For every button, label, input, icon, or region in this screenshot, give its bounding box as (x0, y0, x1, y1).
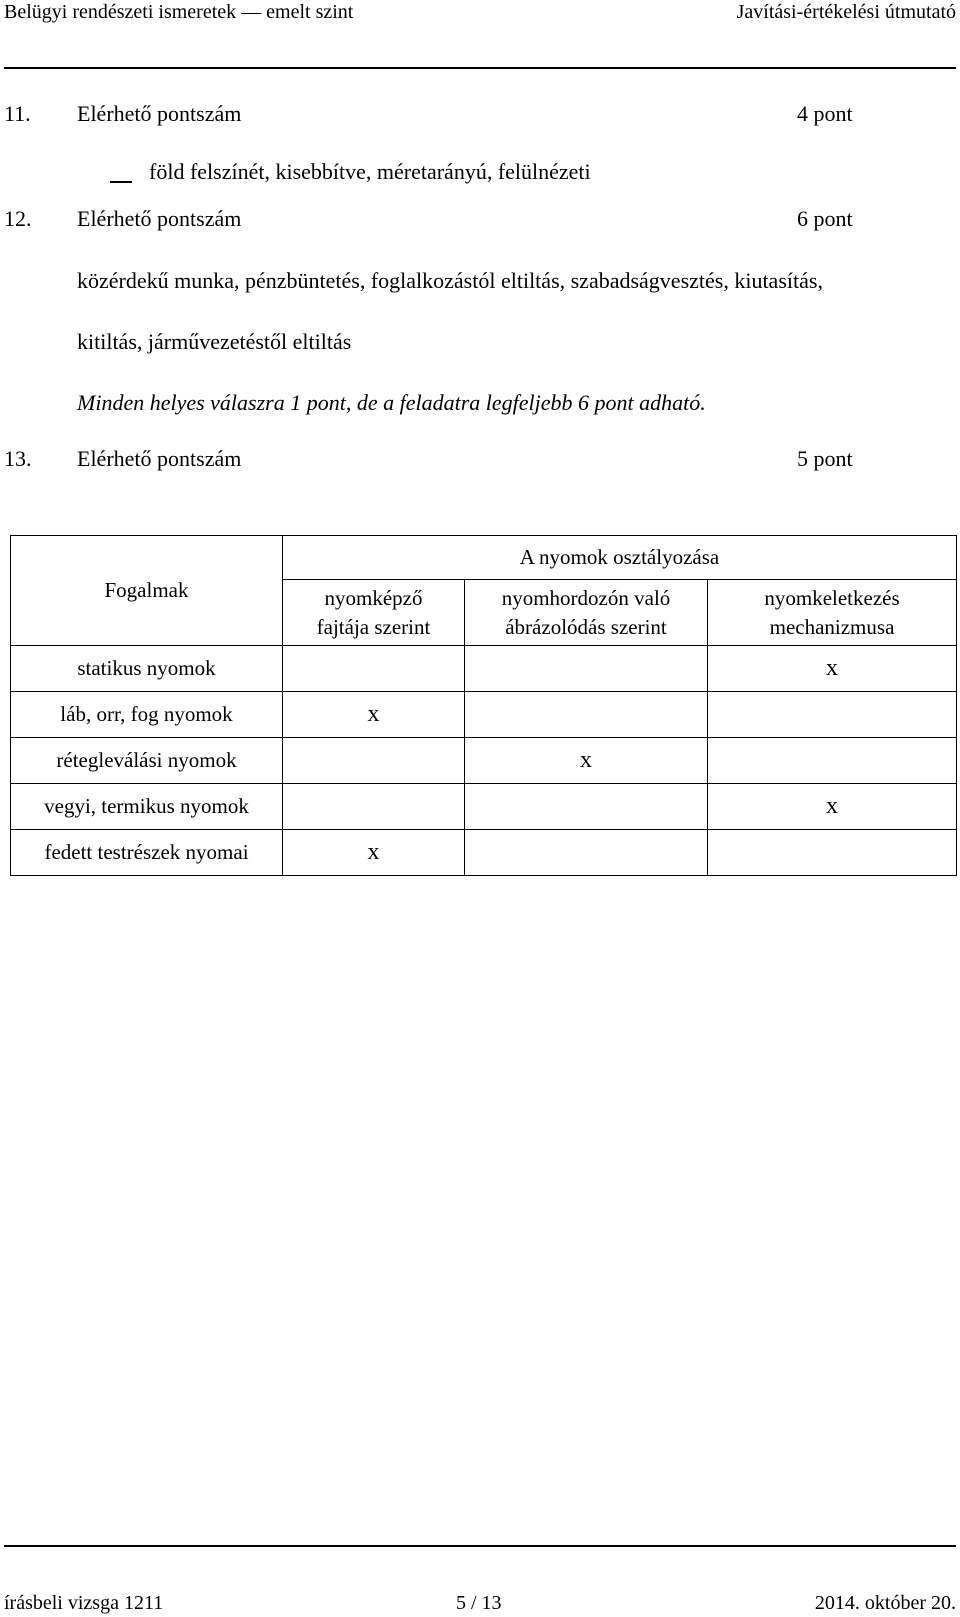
column-header-line: ábrázolódás szerint (505, 614, 667, 639)
q12-answer-line1: közérdekű munka, pénzbüntetés, foglalkozástól eltiltás, szabadságvesztés, kiutasítás, (77, 268, 823, 293)
row-mark: x (708, 784, 957, 830)
q12-number: 12. (4, 206, 32, 231)
q12-points: 6 pont (797, 206, 853, 231)
q12-answer-line2: kitiltás, járművezetéstől eltiltás (77, 329, 352, 354)
footer-left: írásbeli vizsga 1211 (4, 1592, 164, 1614)
column-header-line: nyomképző (324, 586, 423, 611)
q11-label: Elérhető pontszám (77, 101, 242, 126)
q11-answer: föld felszínét, kisebbítve, méretarányú, felülnézeti (149, 159, 591, 184)
table-row (11, 830, 957, 876)
table-row (11, 692, 957, 738)
row-mark (283, 784, 465, 830)
q13-number: 13. (4, 446, 32, 471)
row-mark (283, 646, 465, 692)
column-header-line: fajtája szerint (316, 614, 431, 639)
row-mark: x (708, 646, 957, 692)
footer-page-number: 5 / 13 (456, 1592, 502, 1614)
q11-number: 11. (4, 101, 31, 126)
column-header-trace-maker (283, 580, 465, 646)
row-mark (708, 692, 957, 738)
q12-label: Elérhető pontszám (77, 206, 242, 231)
row-mark: x (283, 830, 465, 876)
row-mark (465, 784, 708, 830)
row-concept: láb, orr, fog nyomok (11, 692, 283, 738)
row-mark (708, 738, 957, 784)
header-left: Belügyi rendészeti ismeretek — emelt szint (4, 1, 354, 23)
footer-rule (4, 1545, 956, 1547)
row-concept: rétegleválási nyomok (11, 738, 283, 784)
header-rule (4, 67, 956, 69)
table-row (11, 738, 957, 784)
concepts-header: Fogalmak (11, 536, 283, 646)
column-header-trace-mechanism (708, 580, 957, 646)
row-concept: vegyi, termikus nyomok (11, 784, 283, 830)
column-header-line: nyomkeletkezés (764, 586, 900, 611)
q13-points: 5 pont (797, 446, 853, 471)
column-header-line: nyomhordozón való (501, 586, 671, 611)
header-right: Javítási-értékelési útmutató (736, 1, 956, 23)
column-header-trace-carrier (465, 580, 708, 646)
row-mark: x (283, 692, 465, 738)
row-concept: fedett testrészek nyomai (11, 830, 283, 876)
row-concept: statikus nyomok (11, 646, 283, 692)
q13-label: Elérhető pontszám (77, 446, 242, 471)
table-row (11, 646, 957, 692)
dash-bullet (110, 181, 132, 183)
footer-right: 2014. október 20. (814, 1592, 956, 1614)
row-mark (708, 830, 957, 876)
row-mark (465, 830, 708, 876)
table-row (11, 784, 957, 830)
classification-group-header: A nyomok osztályozása (283, 536, 957, 580)
row-mark (465, 692, 708, 738)
q12-scoring-note: Minden helyes válaszra 1 pont, de a feladatra legfeljebb 6 pont adható. (77, 390, 706, 415)
row-mark: x (465, 738, 708, 784)
column-header-line: mechanizmusa (769, 614, 895, 639)
q11-points: 4 pont (797, 101, 853, 126)
row-mark (465, 646, 708, 692)
row-mark (283, 738, 465, 784)
classification-table (10, 535, 957, 876)
